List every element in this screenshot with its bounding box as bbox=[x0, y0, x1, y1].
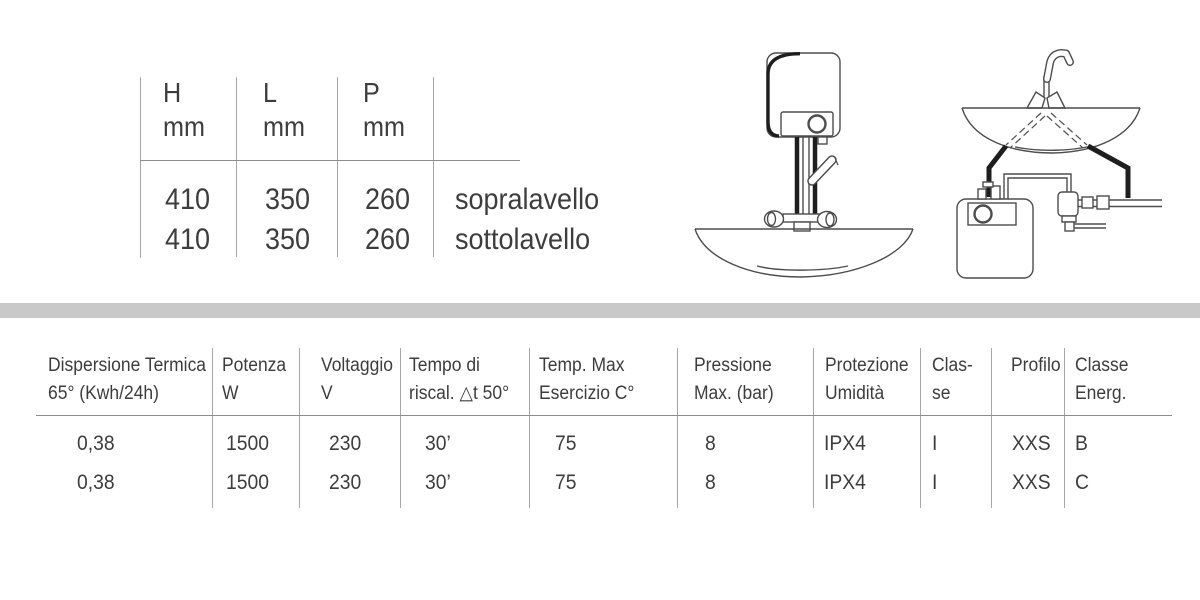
spec-divider bbox=[677, 348, 678, 508]
spec-header-pressione: Pressione Max. (bar) bbox=[694, 355, 774, 404]
spec-cell: 75 bbox=[555, 471, 577, 494]
spec-cell: 230 bbox=[329, 471, 362, 494]
spec-cell: I bbox=[932, 471, 938, 494]
spec-cell: 30’ bbox=[425, 471, 451, 494]
dim-table-divider-1 bbox=[236, 77, 237, 257]
spec-cell: XXS bbox=[1012, 432, 1051, 455]
spec-header-classe-energ: Classe Energ. bbox=[1075, 355, 1129, 404]
spec-header-dispersione: Dispersione Termica 65° (Kwh/24h) bbox=[48, 355, 207, 404]
dim-col-header-l: L mm bbox=[263, 77, 305, 142]
section-divider-band bbox=[0, 303, 1200, 318]
spec-header-classe: Clas- se bbox=[932, 355, 973, 404]
spec-cell: XXS bbox=[1012, 471, 1051, 494]
spec-divider bbox=[299, 348, 300, 508]
dim-cell-p: 260 bbox=[365, 183, 411, 216]
dim-cell-l: 350 bbox=[265, 223, 311, 256]
spec-header-potenza: Potenza W bbox=[222, 355, 287, 404]
pipe-icon bbox=[1088, 146, 1128, 198]
sink-icon bbox=[695, 229, 913, 277]
spec-cell: 1500 bbox=[226, 432, 269, 455]
spec-header-profilo: Profilo bbox=[1011, 355, 1061, 376]
spec-cell: IPX4 bbox=[824, 471, 866, 494]
spec-cell: 0,38 bbox=[77, 471, 115, 494]
dim-cell-l: 350 bbox=[265, 183, 311, 216]
dim-cell-mount: sottolavello bbox=[455, 223, 591, 256]
spec-divider bbox=[400, 348, 401, 508]
sink-icon bbox=[962, 108, 1140, 153]
dim-cell-h: 410 bbox=[165, 183, 211, 216]
spec-divider bbox=[920, 348, 921, 508]
spec-cell: 1500 bbox=[226, 471, 269, 494]
valve-assembly-icon bbox=[1058, 192, 1162, 231]
spec-header-voltaggio: Voltaggio V bbox=[321, 355, 393, 404]
dim-table-header-rule bbox=[140, 160, 520, 161]
hose-path-dashed-icon bbox=[1006, 113, 1087, 148]
spec-header-tempo: Tempo di riscal. △t 50° bbox=[409, 355, 510, 404]
spec-cell: C bbox=[1075, 471, 1089, 494]
dim-col-header-p: P mm bbox=[363, 77, 405, 142]
spec-cell: I bbox=[932, 432, 938, 455]
spec-header-temp-max: Temp. Max Esercizio C° bbox=[539, 355, 635, 404]
faucet-icon bbox=[1044, 53, 1070, 97]
dim-cell-h: 410 bbox=[165, 223, 211, 256]
spec-divider bbox=[813, 348, 814, 508]
spec-cell: 30’ bbox=[425, 432, 451, 455]
dim-table-border-left bbox=[140, 77, 141, 258]
spec-cell: 8 bbox=[705, 432, 716, 455]
spec-cell: 0,38 bbox=[77, 432, 115, 455]
spec-header-protezione: Protezione Umidità bbox=[825, 355, 909, 404]
spec-cell: IPX4 bbox=[824, 432, 866, 455]
mixer-tap-icon bbox=[765, 211, 837, 231]
spec-cell: 75 bbox=[555, 432, 577, 455]
spec-cell: 8 bbox=[705, 471, 716, 494]
spec-divider bbox=[529, 348, 530, 508]
under-sink-installation-diagram bbox=[935, 30, 1170, 285]
dim-cell-mount: sopralavello bbox=[455, 183, 600, 216]
spec-cell: 230 bbox=[329, 432, 362, 455]
thermostat-knob-icon bbox=[809, 116, 826, 133]
water-heater-icon bbox=[767, 53, 840, 137]
spec-header-rule bbox=[36, 415, 1172, 416]
above-sink-installation-diagram bbox=[680, 35, 925, 280]
spec-cell: B bbox=[1075, 432, 1088, 455]
dim-table-divider-2 bbox=[337, 77, 338, 257]
tap-mount-icon bbox=[1027, 92, 1045, 108]
spec-divider bbox=[991, 348, 992, 508]
dim-cell-p: 260 bbox=[365, 223, 411, 256]
dim-table-divider-3 bbox=[433, 77, 434, 257]
dim-col-header-h: H mm bbox=[163, 77, 205, 142]
